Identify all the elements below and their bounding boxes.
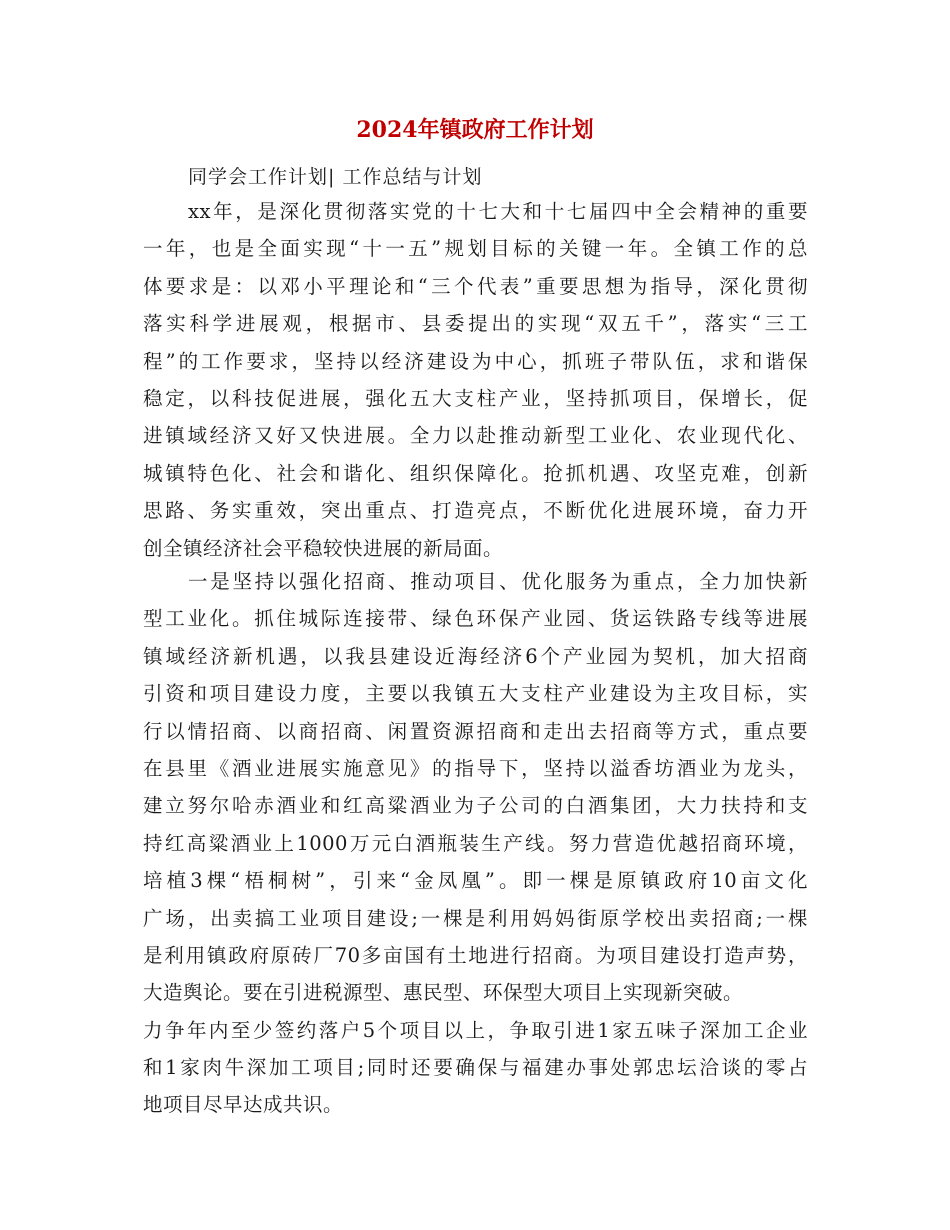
paragraph-line: 思路、务实重效，突出重点、打造亮点，不断优化进展环境，奋力开: [143, 499, 808, 523]
paragraph-line: 培植3棵“梧桐树”，引来“金凤凰”。即一棵是原镇政府10亩文化: [143, 869, 808, 893]
paragraph-line: 程”的工作要求，坚持以经济建设为中心，抓班子带队伍，求和谐保: [143, 349, 808, 373]
paragraph-line: 一是坚持以强化招商、推动项目、优化服务为重点，全力加快新: [188, 570, 808, 593]
paragraph-line: 建立努尔哈赤酒业和红高粱酒业为子公司的白酒集团，大力扶持和支: [143, 794, 808, 818]
paragraph-line: 持红高粱酒业上1000万元白酒瓶装生产线。努力营造优越招商环境，: [143, 831, 808, 855]
paragraph-line: 一年，也是全面实现“十一五”规划目标的关键一年。全镇工作的总: [143, 237, 808, 261]
paragraph-line: 引资和项目建设力度，主要以我镇五大支柱产业建设为主攻目标，实: [143, 682, 808, 706]
paragraph-line: 镇域经济新机遇，以我县建设近海经济6个产业园为契机，加大招商: [143, 644, 808, 668]
paragraph-line: 在县里《酒业进展实施意见》的指导下，坚持以溢香坊酒业为龙头，: [143, 756, 808, 780]
paragraph-line: 创全镇经济社会平稳较快进展的新局面。: [143, 536, 504, 560]
paragraph-line: 地项目尽早达成共识。: [143, 1093, 344, 1117]
paragraph-line: 大造舆论。要在引进税源型、惠民型、环保型大项目上实现新突破。: [143, 981, 744, 1005]
paragraph-line: 型工业化。抓住城际连接带、绿色环保产业园、货运铁路专线等进展: [143, 607, 808, 631]
document-subtitle: 同学会工作计划| 工作总结与计划: [188, 166, 483, 188]
paragraph-line: xx年，是深化贯彻落实党的十七大和十七届四中全会精神的重要: [188, 200, 808, 223]
paragraph-2: [143, 563, 808, 1124]
document-title: 2024年镇政府工作计划: [356, 117, 594, 143]
paragraph-line: 稳定，以科技促进展，强化五大支柱产业，坚持抓项目，保增长，促: [143, 386, 808, 410]
paragraph-line: 广场，出卖搞工业项目建设;一棵是利用妈妈街原学校出卖招商;一棵: [143, 906, 808, 930]
paragraph-line: 行以情招商、以商招商、闲置资源招商和走出去招商等方式，重点要: [143, 719, 808, 743]
paragraph-line: 和1家肉牛深加工项目;同时还要确保与福建办事处郭忠坛洽谈的零占: [143, 1056, 808, 1080]
paragraph-line: 落实科学进展观，根据市、县委提出的实现“双五千”，落实“三工: [143, 312, 808, 336]
paragraph-line: 城镇特色化、社会和谐化、组织保障化。抢抓机遇、攻坚克难，创新: [143, 461, 808, 485]
paragraph-line: 进镇域经济又好又快进展。全力以赴推动新型工业化、农业现代化、: [143, 424, 808, 448]
paragraph-line: 是利用镇政府原砖厂70多亩国有土地进行招商。为项目建设打造声势，: [143, 943, 808, 967]
paragraph-line: 体要求是：以邓小平理论和“三个代表”重要思想为指导，深化贯彻: [143, 274, 808, 298]
paragraph-1: [143, 193, 808, 567]
paragraph-line: 力争年内至少签约落户5个项目以上，争取引进1家五味子深加工企业: [143, 1018, 808, 1042]
